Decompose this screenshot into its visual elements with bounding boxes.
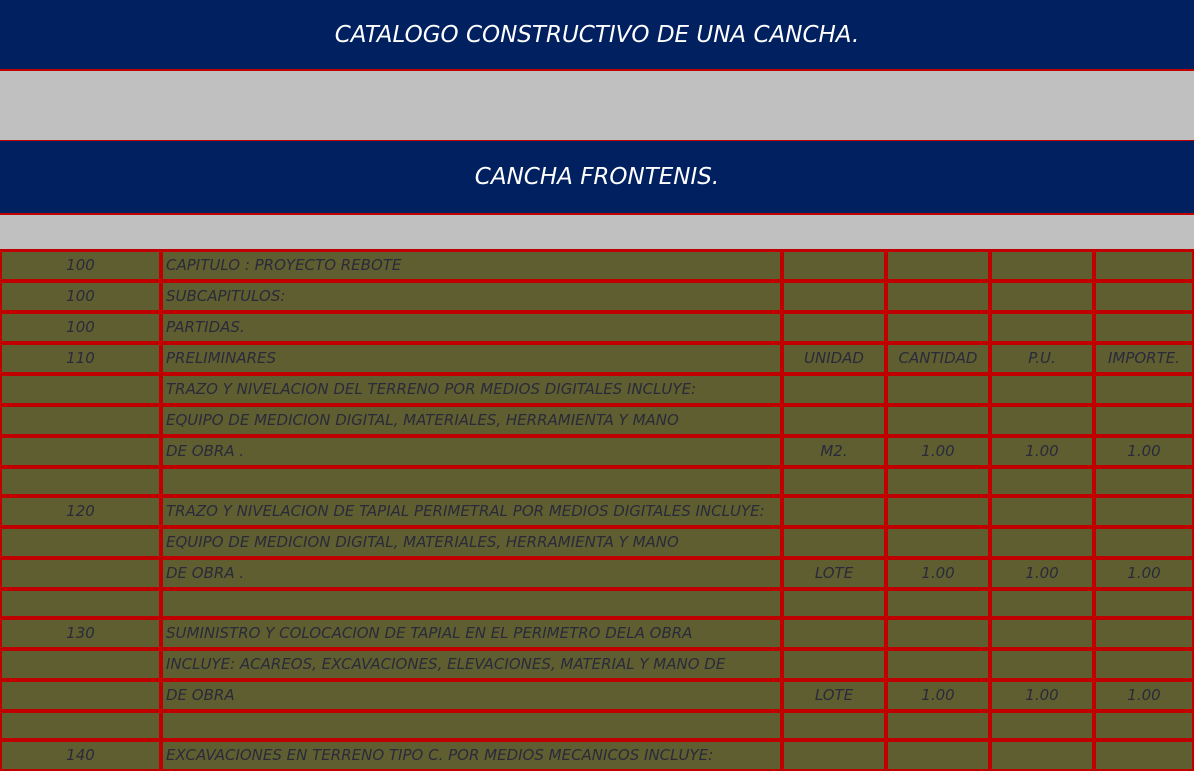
quantity-cell[interactable] bbox=[886, 467, 990, 496]
unit-cell[interactable]: LOTE bbox=[782, 680, 886, 711]
item-description-cell[interactable]: EXCAVACIONES EN TERRENO TIPO C. POR MEDIOS MECANICOS INCLUYE: bbox=[161, 740, 782, 771]
unit-cell[interactable] bbox=[782, 649, 886, 680]
unit-price-cell[interactable] bbox=[990, 589, 1094, 618]
amount-cell[interactable]: 1.00 bbox=[1094, 680, 1194, 711]
section-title-banner bbox=[0, 141, 1194, 214]
item-description-cell[interactable]: EQUIPO DE MEDICION DIGITAL, MATERIALES, HERRAMIENTA Y MANO bbox=[161, 405, 782, 436]
item-description-cell[interactable]: INCLUYE: ACAREOS, EXCAVACIONES, ELEVACIONES, MATERIAL Y MANO DE bbox=[161, 649, 782, 680]
table-row bbox=[0, 467, 1194, 496]
amount-cell[interactable] bbox=[1094, 618, 1194, 649]
amount-cell[interactable] bbox=[1094, 312, 1194, 343]
item-code-cell[interactable] bbox=[0, 436, 161, 467]
quantity-cell[interactable] bbox=[886, 649, 990, 680]
unit-price-cell[interactable] bbox=[990, 405, 1094, 436]
item-description-cell[interactable]: DE OBRA . bbox=[161, 558, 782, 589]
amount-cell[interactable] bbox=[1094, 740, 1194, 771]
unit-cell[interactable]: M2. bbox=[782, 436, 886, 467]
unit-price-cell[interactable]: 1.00 bbox=[990, 680, 1094, 711]
amount-cell[interactable] bbox=[1094, 281, 1194, 312]
item-code-cell[interactable]: 110 bbox=[0, 343, 161, 374]
amount-cell[interactable] bbox=[1094, 711, 1194, 740]
unit-price-cell[interactable] bbox=[990, 281, 1094, 312]
item-description-cell[interactable] bbox=[161, 711, 782, 740]
unit-price-cell[interactable]: 1.00 bbox=[990, 558, 1094, 589]
table-row bbox=[0, 527, 1194, 558]
item-description-cell[interactable]: SUBCAPITULOS: bbox=[161, 281, 782, 312]
table-row bbox=[0, 618, 1194, 649]
table-row bbox=[0, 496, 1194, 527]
spacer-row bbox=[0, 70, 1194, 141]
item-code-cell[interactable] bbox=[0, 527, 161, 558]
quantity-cell[interactable] bbox=[886, 281, 990, 312]
item-code-cell[interactable]: 100 bbox=[0, 250, 161, 281]
quantity-cell[interactable] bbox=[886, 589, 990, 618]
item-description-cell[interactable] bbox=[161, 589, 782, 618]
item-code-cell[interactable] bbox=[0, 405, 161, 436]
table-row bbox=[0, 589, 1194, 618]
table-row bbox=[0, 558, 1194, 589]
table-row bbox=[0, 740, 1194, 771]
table-row bbox=[0, 374, 1194, 405]
unit-cell[interactable]: UNIDAD bbox=[782, 343, 886, 374]
quantity-cell[interactable] bbox=[886, 374, 990, 405]
catalog-table bbox=[0, 250, 1194, 771]
unit-price-cell[interactable] bbox=[990, 711, 1094, 740]
item-code-cell[interactable] bbox=[0, 558, 161, 589]
amount-cell[interactable] bbox=[1094, 527, 1194, 558]
quantity-cell[interactable]: 1.00 bbox=[886, 680, 990, 711]
unit-price-cell[interactable] bbox=[990, 467, 1094, 496]
section-title: CANCHA FRONTENIS. bbox=[474, 164, 720, 190]
item-description-cell[interactable] bbox=[161, 467, 782, 496]
unit-price-cell[interactable] bbox=[990, 250, 1094, 281]
amount-cell[interactable] bbox=[1094, 496, 1194, 527]
item-description-cell[interactable]: PARTIDAS. bbox=[161, 312, 782, 343]
quantity-cell[interactable] bbox=[886, 711, 990, 740]
unit-cell[interactable] bbox=[782, 250, 886, 281]
item-description-cell[interactable]: PRELIMINARES bbox=[161, 343, 782, 374]
item-code-cell[interactable] bbox=[0, 680, 161, 711]
amount-cell[interactable] bbox=[1094, 405, 1194, 436]
item-code-cell[interactable] bbox=[0, 589, 161, 618]
catalog-title-banner bbox=[0, 0, 1194, 70]
table-row bbox=[0, 649, 1194, 680]
table-row bbox=[0, 711, 1194, 740]
quantity-cell[interactable] bbox=[886, 618, 990, 649]
quantity-cell[interactable] bbox=[886, 527, 990, 558]
item-code-cell[interactable]: 130 bbox=[0, 618, 161, 649]
amount-cell[interactable] bbox=[1094, 649, 1194, 680]
table-row bbox=[0, 680, 1194, 711]
unit-price-cell[interactable] bbox=[990, 649, 1094, 680]
item-description-cell[interactable]: DE OBRA bbox=[161, 680, 782, 711]
item-code-cell[interactable]: 140 bbox=[0, 740, 161, 771]
item-code-cell[interactable]: 120 bbox=[0, 496, 161, 527]
quantity-cell[interactable]: 1.00 bbox=[886, 436, 990, 467]
unit-price-cell[interactable] bbox=[990, 740, 1094, 771]
table-row bbox=[0, 312, 1194, 343]
item-code-cell[interactable]: 100 bbox=[0, 281, 161, 312]
item-description-cell[interactable]: SUMINISTRO Y COLOCACION DE TAPIAL EN EL PERIMETRO DELA OBRA bbox=[161, 618, 782, 649]
unit-price-cell[interactable] bbox=[990, 496, 1094, 527]
unit-cell[interactable]: LOTE bbox=[782, 558, 886, 589]
catalog-title: CATALOGO CONSTRUCTIVO DE UNA CANCHA. bbox=[334, 21, 860, 48]
quantity-cell[interactable]: 1.00 bbox=[886, 558, 990, 589]
unit-price-cell[interactable]: 1.00 bbox=[990, 436, 1094, 467]
unit-cell[interactable] bbox=[782, 312, 886, 343]
table-row bbox=[0, 405, 1194, 436]
unit-cell[interactable] bbox=[782, 467, 886, 496]
unit-cell[interactable] bbox=[782, 405, 886, 436]
item-code-cell[interactable]: 100 bbox=[0, 312, 161, 343]
quantity-cell[interactable] bbox=[886, 250, 990, 281]
unit-cell[interactable] bbox=[782, 527, 886, 558]
amount-cell[interactable]: IMPORTE. bbox=[1094, 343, 1194, 374]
quantity-cell[interactable]: CANTIDAD bbox=[886, 343, 990, 374]
amount-cell[interactable] bbox=[1094, 250, 1194, 281]
quantity-cell[interactable] bbox=[886, 405, 990, 436]
unit-cell[interactable] bbox=[782, 496, 886, 527]
table-row bbox=[0, 436, 1194, 467]
unit-cell[interactable] bbox=[782, 711, 886, 740]
item-description-cell[interactable]: TRAZO Y NIVELACION DEL TERRENO POR MEDIOS DIGITALES INCLUYE: bbox=[161, 374, 782, 405]
unit-cell[interactable] bbox=[782, 281, 886, 312]
amount-cell[interactable]: 1.00 bbox=[1094, 558, 1194, 589]
item-code-cell[interactable] bbox=[0, 649, 161, 680]
item-description-cell[interactable]: DE OBRA . bbox=[161, 436, 782, 467]
unit-price-cell[interactable] bbox=[990, 618, 1094, 649]
item-code-cell[interactable] bbox=[0, 711, 161, 740]
unit-price-cell[interactable] bbox=[990, 312, 1094, 343]
table-row bbox=[0, 250, 1194, 281]
item-code-cell[interactable] bbox=[0, 374, 161, 405]
amount-cell[interactable] bbox=[1094, 467, 1194, 496]
quantity-cell[interactable] bbox=[886, 740, 990, 771]
item-description-cell[interactable]: TRAZO Y NIVELACION DE TAPIAL PERIMETRAL POR MEDIOS DIGITALES INCLUYE: bbox=[161, 496, 782, 527]
amount-cell[interactable] bbox=[1094, 374, 1194, 405]
unit-cell[interactable] bbox=[782, 589, 886, 618]
unit-price-cell[interactable] bbox=[990, 374, 1094, 405]
item-code-cell[interactable] bbox=[0, 467, 161, 496]
spacer-row bbox=[0, 214, 1194, 250]
unit-cell[interactable] bbox=[782, 618, 886, 649]
quantity-cell[interactable] bbox=[886, 312, 990, 343]
unit-price-cell[interactable] bbox=[990, 527, 1094, 558]
unit-cell[interactable] bbox=[782, 740, 886, 771]
table-row bbox=[0, 343, 1194, 374]
quantity-cell[interactable] bbox=[886, 496, 990, 527]
amount-cell[interactable]: 1.00 bbox=[1094, 436, 1194, 467]
amount-cell[interactable] bbox=[1094, 589, 1194, 618]
unit-price-cell[interactable]: P.U. bbox=[990, 343, 1094, 374]
item-description-cell[interactable]: EQUIPO DE MEDICION DIGITAL, MATERIALES, HERRAMIENTA Y MANO bbox=[161, 527, 782, 558]
item-description-cell[interactable]: CAPITULO : PROYECTO REBOTE bbox=[161, 250, 782, 281]
unit-cell[interactable] bbox=[782, 374, 886, 405]
table-row bbox=[0, 281, 1194, 312]
